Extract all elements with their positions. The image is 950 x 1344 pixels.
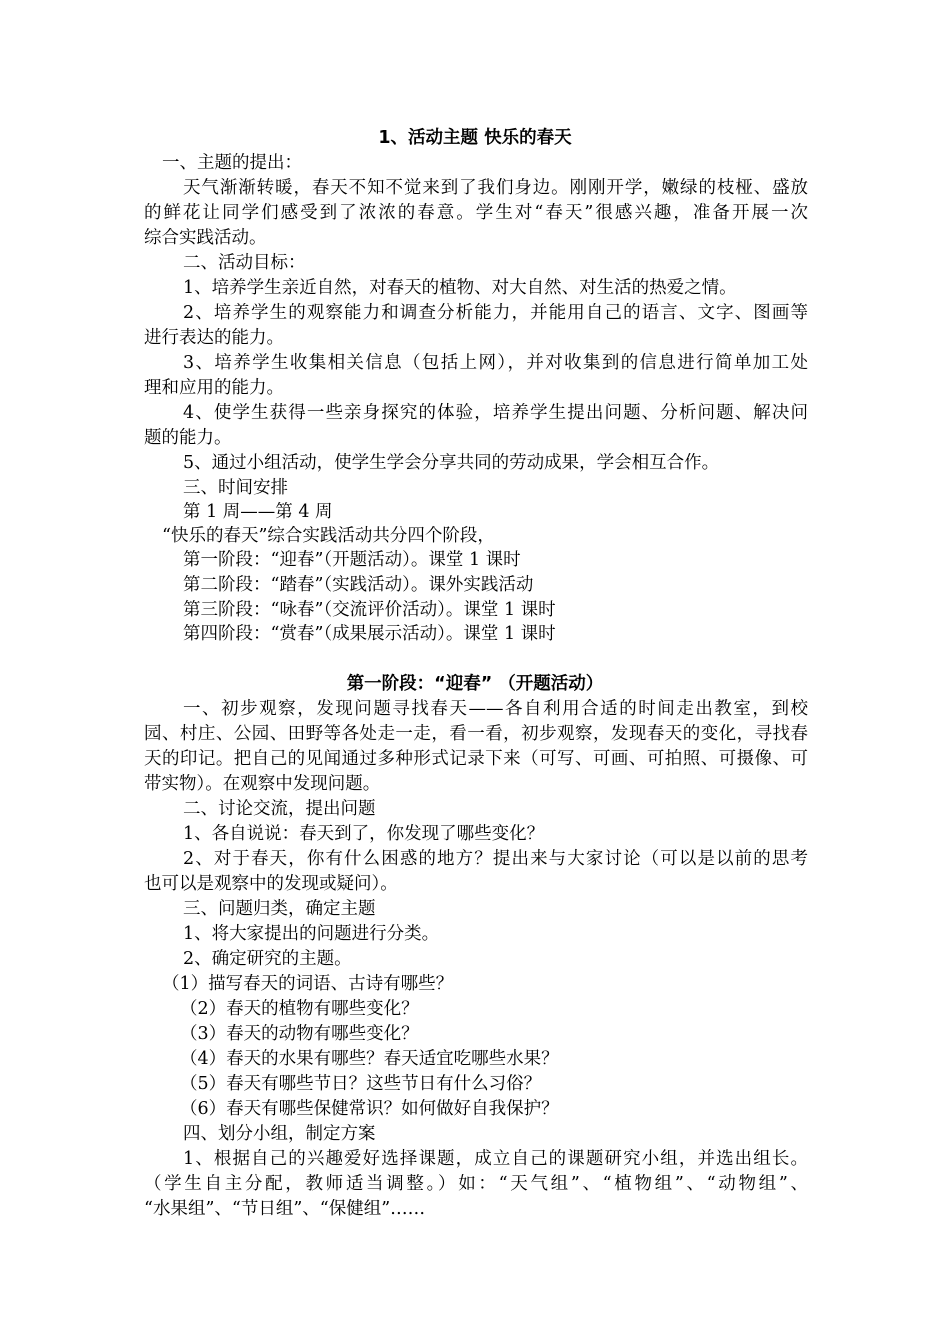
topic-item: （6）春天有哪些保健常识？如何做好自我保护？	[180, 1099, 559, 1119]
paragraph-line: 一、初步观察，发现问题寻找春天——各自利用合适的时间走出教室，到校	[183, 699, 808, 719]
activity-title: 1、活动主题 快乐的春天	[378, 128, 572, 148]
goal-item: 理和应用的能力。	[144, 378, 284, 398]
schedule-weeks: 第 1 周——第 4 周	[183, 502, 333, 522]
goal-item: 5、通过小组活动，使学生学会分享共同的劳动成果，学会相互合作。	[183, 453, 720, 473]
topic-item: （1）描写春天的词语、古诗有哪些？	[162, 974, 454, 994]
paragraph-line: 带实物）。在观察中发现问题。	[144, 774, 381, 794]
stage-item: 第二阶段：“踏春”（实践活动）。课外实践活动	[183, 575, 534, 595]
paragraph-line: 天的印记。把自己的见闻通过多种形式记录下来（可写、可画、可拍照、可摄像、可	[144, 749, 808, 769]
topic-item: （5）春天有哪些节日？这些节日有什么习俗？	[180, 1074, 542, 1094]
list-item: 1、各自说说：春天到了，你发现了哪些变化？	[183, 824, 545, 844]
goal-item: 题的能力。	[144, 428, 232, 448]
paragraph-line: 园、村庄、公园、田野等各处走一走，看一看，初步观察，发现春天的变化，寻找春	[144, 724, 808, 744]
goal-item: 3、培养学生收集相关信息（包括上网），并对收集到的信息进行简单加工处	[183, 353, 808, 373]
section-heading: 三、时间安排	[183, 478, 288, 498]
paragraph-line: 天气渐渐转暖，春天不知不觉来到了我们身边。刚刚开学，嫩绿的枝桠、盛放	[183, 178, 808, 198]
topic-item: （3）春天的动物有哪些变化？	[180, 1024, 419, 1044]
topic-item: （2）春天的植物有哪些变化？	[180, 999, 419, 1019]
paragraph-line: （学生自主分配，教师适当调整。）如：“天气组”、“植物组”、“动物组”、	[144, 1174, 808, 1194]
section-heading: 一、主题的提出：	[162, 153, 302, 173]
goal-item: 4、使学生获得一些亲身探究的体验，培养学生提出问题、分析问题、解决问	[183, 403, 808, 423]
stage-item: 第四阶段：“赏春”（成果展示活动）。课堂 1 课时	[183, 624, 556, 644]
goal-item: 进行表达的能力。	[144, 328, 284, 348]
paragraph-line: 综合实践活动。	[144, 228, 267, 248]
list-item: 也可以是观察中的发现或疑问）。	[144, 874, 398, 894]
section-heading: 三、问题归类，确定主题	[183, 899, 376, 919]
stage-item: 第一阶段：“迎春”（开题活动）。课堂 1 课时	[183, 550, 521, 570]
paragraph-line: “水果组”、“节日组”、“保健组”……	[144, 1199, 426, 1219]
section-heading: 四、划分小组，制定方案	[183, 1124, 376, 1144]
stage-title: 第一阶段：“迎春” （开题活动）	[346, 674, 604, 694]
section-heading: 二、讨论交流，提出问题	[183, 799, 376, 819]
list-item: 2、确定研究的主题。	[183, 949, 352, 969]
goal-item: 1、培养学生亲近自然，对春天的植物、对大自然、对生活的热爱之情。	[183, 278, 737, 298]
topic-item: （4）春天的水果有哪些？春天适宜吃哪些水果？	[180, 1049, 559, 1069]
paragraph-line: 的鲜花让同学们感受到了浓浓的春意。学生对“春天”很感兴趣，准备开展一次	[144, 203, 808, 223]
goal-item: 2、培养学生的观察能力和调查分析能力，并能用自己的语言、文字、图画等	[183, 303, 808, 323]
paragraph-line: 1、根据自己的兴趣爱好选择课题，成立自己的课题研究小组，并选出组长。	[183, 1149, 808, 1169]
list-item: 2、对于春天，你有什么困惑的地方？提出来与大家讨论（可以是以前的思考	[183, 849, 808, 869]
section-heading: 二、活动目标：	[183, 253, 306, 273]
stage-item: 第三阶段：“咏春”（交流评价活动）。课堂 1 课时	[183, 600, 556, 620]
schedule-intro: “快乐的春天”综合实践活动共分四个阶段，	[162, 526, 495, 546]
list-item: 1、将大家提出的问题进行分类。	[183, 924, 440, 944]
